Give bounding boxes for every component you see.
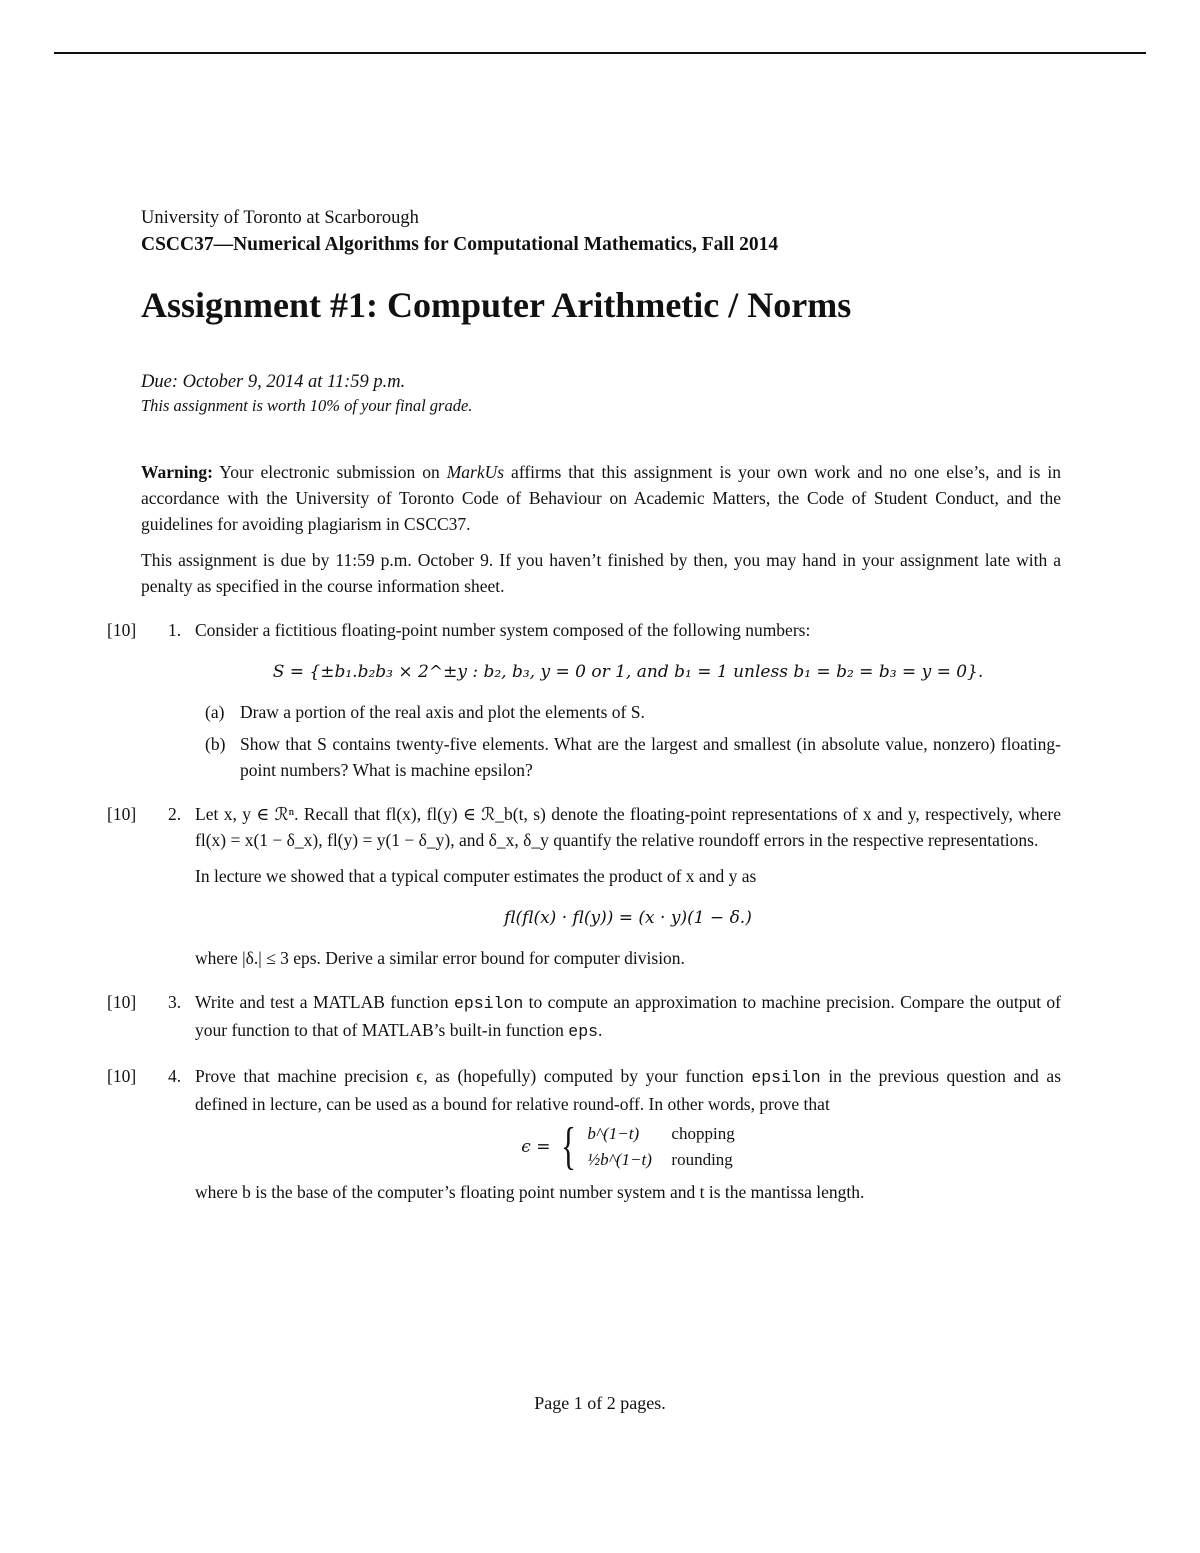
question-2-closing: where |δ.| ≤ 3 eps. Derive a similar error bound for computer division.	[195, 948, 685, 968]
case-rounding	[587, 1147, 734, 1173]
warning-text-before: Your electronic submission on	[212, 462, 447, 482]
page-footer: Page 1 of 2 pages.	[534, 1393, 666, 1413]
part-text: Draw a portion of the real axis and plot the elements of S.	[240, 702, 645, 722]
question-3-text	[195, 989, 1061, 1045]
late-policy: This assignment is due by 11:59 p.m. October 9. If you haven’t finished by then, you may hand in your assignment late with a penalty as specified in the course information sheet.	[141, 550, 1061, 596]
question-1-part-a	[195, 699, 1061, 725]
question-4	[107, 1063, 1061, 1205]
markus-name: MarkUs	[446, 462, 505, 482]
document-body	[107, 205, 1061, 1205]
question-4-points: [10]	[107, 1066, 137, 1086]
question-3	[107, 989, 1061, 1045]
left-brace: {	[561, 1118, 577, 1175]
question-3-points: [10]	[107, 992, 137, 1012]
question-1-part-b	[195, 731, 1061, 783]
question-2	[107, 801, 1061, 971]
text-segment: Prove that machine precision ϵ, as (hopefully) computed by your function	[195, 1066, 752, 1086]
question-1-points: [10]	[107, 620, 137, 640]
code-epsilon: epsilon	[751, 1068, 821, 1087]
warning-text-after: affirms that this assignment is your own work and no one else’s, and is in accordance with the University of Toronto Code of Behaviour on Academic Matters, the Code of Student Conduct, and the guidelines for avoiding plagiarism in CSCC37.	[141, 462, 1061, 534]
text-segment: Write and test a MATLAB function	[195, 992, 454, 1012]
text-segment: to compute an approximation to machine precision. Compare the output of your function to that of MATLAB’s built-in function	[195, 992, 1061, 1040]
text-segment: in the previous question and as defined in lecture, can be used as a bound for relative round-off. In other words, prove that	[195, 1066, 1061, 1114]
epsilon-lhs: ϵ =	[521, 1137, 551, 1157]
due-date: Due: October 9, 2014 at 11:59 p.m.	[141, 372, 406, 392]
question-1-intro: Consider a fictitious floating-point number system composed of the following numbers:	[195, 620, 811, 640]
grade-weight: This assignment is worth 10% of your final grade.	[141, 396, 473, 415]
question-2-middle: In lecture we showed that a typical computer estimates the product of x and y as	[195, 866, 757, 886]
text-segment: .	[598, 1020, 603, 1040]
case-value: b^(1−t)	[587, 1124, 640, 1143]
warning-label: Warning:	[141, 462, 213, 482]
question-1-number: 1.	[168, 620, 182, 640]
question-3-number: 3.	[168, 992, 182, 1012]
course-title: CSCC37—Numerical Algorithms for Computational Mathematics, Fall 2014	[141, 234, 779, 255]
question-2-number: 2.	[168, 804, 182, 824]
code-eps: eps	[568, 1022, 599, 1041]
question-1	[107, 617, 1061, 783]
question-4-number: 4.	[168, 1066, 182, 1086]
case-label: rounding	[671, 1150, 733, 1169]
top-rule	[54, 52, 1146, 54]
epsilon-definition	[195, 1118, 1061, 1175]
code-epsilon: epsilon	[453, 994, 524, 1013]
university-name: University of Toronto at Scarborough	[141, 208, 419, 228]
question-1-equation: S = {±b₁.b₂b₃ × 2^±y : b₂, b₃, y = 0 or 1, and b₁ = 1 unless b₁ = b₂ = b₃ = y = 0}.	[272, 662, 984, 682]
part-text: Show that S contains twenty-five elements. What are the largest and smallest (in absolute value, nonzero) floating-point numbers? What is machine epsilon?	[240, 734, 1061, 780]
question-2-equation: fl(fl(x) · fl(y)) = (x · y)(1 − δ.)	[504, 908, 752, 928]
case-value: ½b^(1−t)	[587, 1150, 652, 1169]
part-label: (b)	[205, 734, 226, 754]
warning-paragraph	[141, 459, 1061, 537]
case-chopping	[587, 1121, 734, 1147]
assignment-title: Assignment #1: Computer Arithmetic / Norms	[141, 285, 852, 325]
question-4-closing: where b is the base of the computer’s floating point number system and t is the mantissa length.	[195, 1182, 865, 1202]
question-2-points: [10]	[107, 804, 137, 824]
question-2-intro: Let x, y ∈ ℛⁿ. Recall that fl(x), fl(y) ∈ ℛ_b(t, s) denote the floating-point representations of x and y, respectively, where fl(x) = x(1 − δ_x), fl(y) = y(1 − δ_y), and δ_x, δ_y quantify the relative roundoff errors in the respective representations.	[195, 804, 1061, 850]
part-label: (a)	[205, 702, 225, 722]
question-4-text	[195, 1063, 1061, 1117]
case-label: chopping	[671, 1124, 735, 1143]
